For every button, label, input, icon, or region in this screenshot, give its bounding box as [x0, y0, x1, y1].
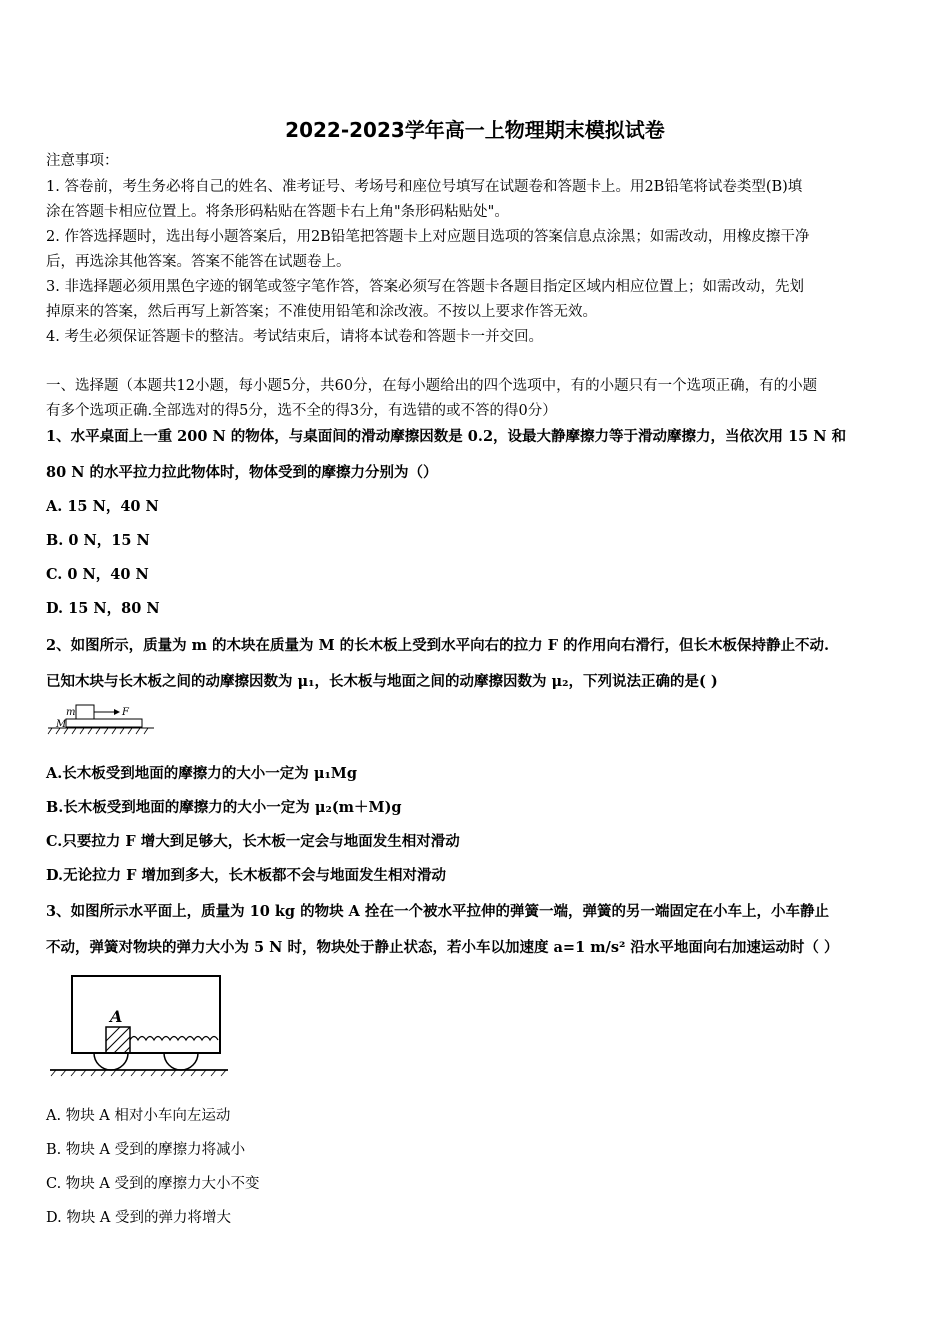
notice-line: 2. 作答选择题时，选出每小题答案后，用2B铅笔把答题卡上对应题目选项的答案信息点涂黑；如需改动，用橡皮擦干净 — [46, 229, 810, 245]
question-2-text: 已知木块与长木板之间的动摩擦因数为 μ₁，长木板与地面之间的动摩擦因数为 μ₂，下列说法正确的是( ) — [46, 673, 718, 690]
q3-option-b: B. 物块 A 受到的摩擦力将减小 — [46, 1142, 246, 1158]
force-f-label: F — [122, 707, 129, 718]
cart-spring-diagram — [46, 970, 236, 1080]
notice-line: 后，再选涂其他答案。答案不能答在试题卷上。 — [46, 254, 351, 270]
q1-option-a: A. 15 N，40 N — [46, 498, 159, 515]
notice-line: 掉原来的答案，然后再写上新答案；不准使用铅笔和涂改液。不按以上要求作答无效。 — [46, 304, 597, 320]
q2-option-a: A.长木板受到地面的摩擦力的大小一定为 μ₁Mg — [46, 765, 357, 782]
q1-option-d: D. 15 N，80 N — [46, 600, 160, 617]
board-block-diagram — [46, 700, 156, 740]
q3-option-d: D. 物块 A 受到的弹力将增大 — [46, 1210, 232, 1226]
question-3-text: 3、如图所示水平面上，质量为 10 kg 的物块 A 拴在一个被水平拉伸的弹簧一端，弹簧的另一端固定在小车上，小车静止 — [46, 903, 829, 920]
notice-line: 涂在答题卡相应位置上。将条形码粘贴在答题卡右上角"条形码粘贴处"。 — [46, 204, 509, 220]
mass-m-label: m — [66, 707, 76, 718]
q1-option-c: C. 0 N，40 N — [46, 566, 149, 583]
page-title: 2022-2023学年高一上物理期末模拟试卷 — [285, 118, 665, 142]
question-2-text: 2、如图所示，质量为 m 的木块在质量为 M 的长木板上受到水平向右的拉力 F 的作用向右滑行，但长木板保持静止不动. — [46, 637, 830, 654]
notice-line: 1. 答卷前，考生务必将自己的姓名、准考证号、考场号和座位号填写在试题卷和答题卡上。用2B铅笔将试卷类型(B)填 — [46, 179, 803, 195]
q2-option-d: D.无论拉力 F 增加到多大，长木板都不会与地面发生相对滑动 — [46, 867, 446, 884]
section-header: 一、选择题（本题共12小题，每小题5分，共60分，在每小题给出的四个选项中，有的小题只有一个选项正确，有的小题 — [46, 378, 818, 394]
q1-option-b: B. 0 N，15 N — [46, 532, 150, 549]
notice-line: 4. 考生必须保证答题卡的整洁。考试结束后，请将本试卷和答题卡一并交回。 — [46, 329, 543, 345]
q2-option-c: C.只要拉力 F 增大到足够大，长木板一定会与地面发生相对滑动 — [46, 833, 460, 850]
notice-line: 3. 非选择题必须用黑色字迹的钢笔或签字笔作答，答案必须写在答题卡各题目指定区域内相应位置上；如需改动，先划 — [46, 279, 804, 295]
question-1-text: 1、水平桌面上一重 200 N 的物体，与桌面间的滑动摩擦因数是 0.2，设最大静摩擦力等于滑动摩擦力，当依次用 15 N 和 — [46, 428, 847, 445]
section-header: 有多个选项正确.全部选对的得5分，选不全的得3分，有选错的或不答的得0分） — [46, 403, 557, 419]
question-3-text: 不动，弹簧对物块的弹力大小为 5 N 时，物块处于静止状态，若小车以加速度 a=1 m/s² 沿水平地面向右加速运动时（ ） — [46, 939, 839, 956]
question-1-text: 80 N 的水平拉力拉此物体时，物体受到的摩擦力分别为（） — [46, 464, 438, 481]
mass-big-m-label: M — [56, 719, 67, 730]
block-a-label: A — [110, 1007, 123, 1026]
q3-option-a: A. 物块 A 相对小车向左运动 — [46, 1108, 231, 1124]
q2-option-b: B.长木板受到地面的摩擦力的大小一定为 μ₂(m＋M)g — [46, 799, 402, 816]
q3-option-c: C. 物块 A 受到的摩擦力大小不变 — [46, 1176, 260, 1192]
notice-heading: 注意事项： — [46, 153, 119, 169]
